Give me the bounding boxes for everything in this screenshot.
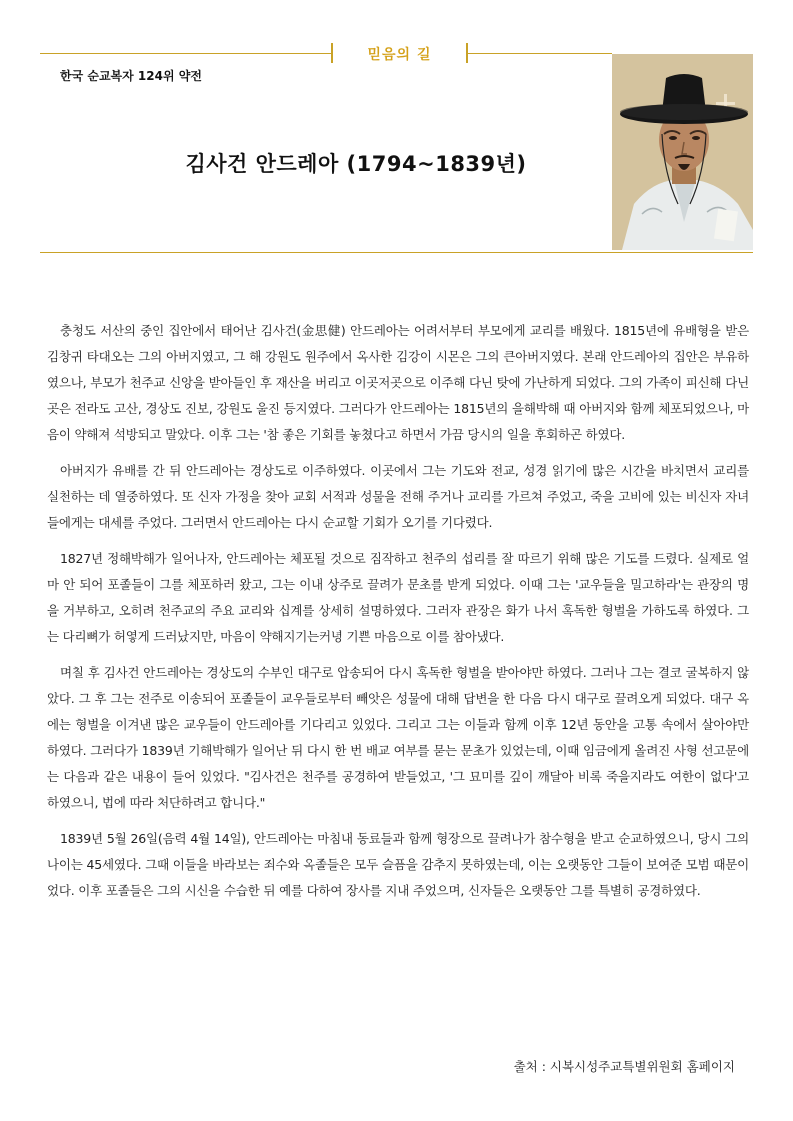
series-subtitle: 한국 순교복자 124위 약전: [60, 69, 202, 83]
page-title: 김사건 안드레아 (1794~1839년): [185, 152, 527, 176]
header-bottom-rule: [40, 252, 753, 253]
header-rule-tick-left: [331, 43, 333, 63]
paragraph-4: 며칠 후 김사건 안드레아는 경상도의 수부인 대구로 압송되어 다시 혹독한 형벌을 받아야만 하였다. 그러나 그는 결코 굴복하지 않았다. 그 후 그는 전주로 이송되어 포졸들이 교우들로부터 빼앗은 성물에 대해 답변을 한 다음 다시 대구로 끌려오게 되었다. 대구 옥에는 형벌을 이겨낸 많은 교우들이 안드레아를 기다리고 있었다. 그리고 그는 이들과 함께 이후 12년 동안을 고통 속에서 살아야만 하였다. 그러다가 1839년 기해박해가 일어난 뒤 다시 한 번 배교 여부를 묻는 문초가 있었는데, 이때 임금에게 올려진 사형 선고문에는 다음과 같은 내용이 들어 있었다. "김사건은 천주를 공경하여 받들었고, '그 묘미를 깊이 깨달아 비록 죽을지라도 여한이 없다'고 하였으니, 법에 따라 처단하려고 합니다.": [47, 665, 750, 810]
paragraph-1: 충청도 서산의 중인 집안에서 태어난 김사건(金思健) 안드레아는 어려서부터 부모에게 교리를 배웠다. 1815년에 유배형을 받은 김창귀 타대오는 그의 아버지였고, 그 해 강원도 원주에서 옥사한 김강이 시몬은 그의 큰아버지였다. 본래 안드레아의 집안은 부유하였으나, 부모가 천주교 신앙을 받아들인 후 재산을 버리고 이곳저곳으로 이주해 다닌 탓에 가난하게 되었다. 그의 가족이 피신해 다닌 곳은 전라도 고산, 경상도 진보, 강원도 울진 등지였다. 그러다가 안드레아는 1815년의 을해박해 때 아버지와 함께 체포되었으나, 마음이 약해져 석방되고 말았다. 이후 그는 '참 좋은 기회를 놓쳤다고 하면서 가끔 당시의 일을 후회하곤 하였다.: [47, 323, 749, 442]
source-citation: 출처 : 시복시성주교특별위원회 홈페이지: [513, 1059, 735, 1074]
saint-portrait-painting: [612, 54, 753, 250]
header-rule-left: [40, 53, 333, 54]
paragraph-5: 1839년 5월 26일(음력 4월 14일), 안드레아는 마침내 동료들과 함께 형장으로 끌려나가 참수형을 받고 순교하였으니, 당시 그의 나이는 45세였다. 그때 이들을 바라보는 죄수와 옥졸들은 모두 슬픔을 감추지 못하였는데, 이는 오랫동안 그들이 보여준 모범 때문이었다. 이후 포졸들은 그의 시신을 수습한 뒤 예를 다하여 장사를 지내 주었으며, 신자들은 오랫동안 그를 특별히 공경하였다.: [47, 831, 749, 898]
paragraph-3: 1827년 정해박해가 일어나자, 안드레아는 체포될 것으로 짐작하고 천주의 섭리를 잘 따르기 위해 많은 기도를 드렸다. 실제로 얼마 안 되어 포졸들이 그를 체포하러 왔고, 그는 이내 상주로 끌려가 문초를 받게 되었다. 이때 그는 '교우들을 밀고하라'는 관장의 명을 거부하고, 오히려 천주교의 주요 교리와 십계를 상세히 설명하였다. 그러자 관장은 화가 나서 혹독한 형벌을 가하도록 하였다. 그는 다리뼈가 허옇게 드러났지만, 마음이 약해지기는커녕 기쁜 마음으로 이를 참아냈다.: [47, 551, 749, 644]
paragraph-2: 아버지가 유배를 간 뒤 안드레아는 경상도로 이주하였다. 이곳에서 그는 기도와 전교, 성경 읽기에 많은 시간을 바치면서 교리를 실천하는 데 열중하였다. 또 신자 가정을 찾아 교회 서적과 성물을 전해 주거나 교리를 가르쳐 주었고, 죽을 고비에 있는 비신자 자녀들에게는 대세를 주었다. 그러면서 안드레아는 다시 순교할 기회가 오기를 기다렸다.: [47, 463, 749, 530]
section-label: 믿음의 길: [367, 47, 432, 63]
header-rule-right: [467, 53, 612, 54]
article-body: [47, 318, 749, 914]
